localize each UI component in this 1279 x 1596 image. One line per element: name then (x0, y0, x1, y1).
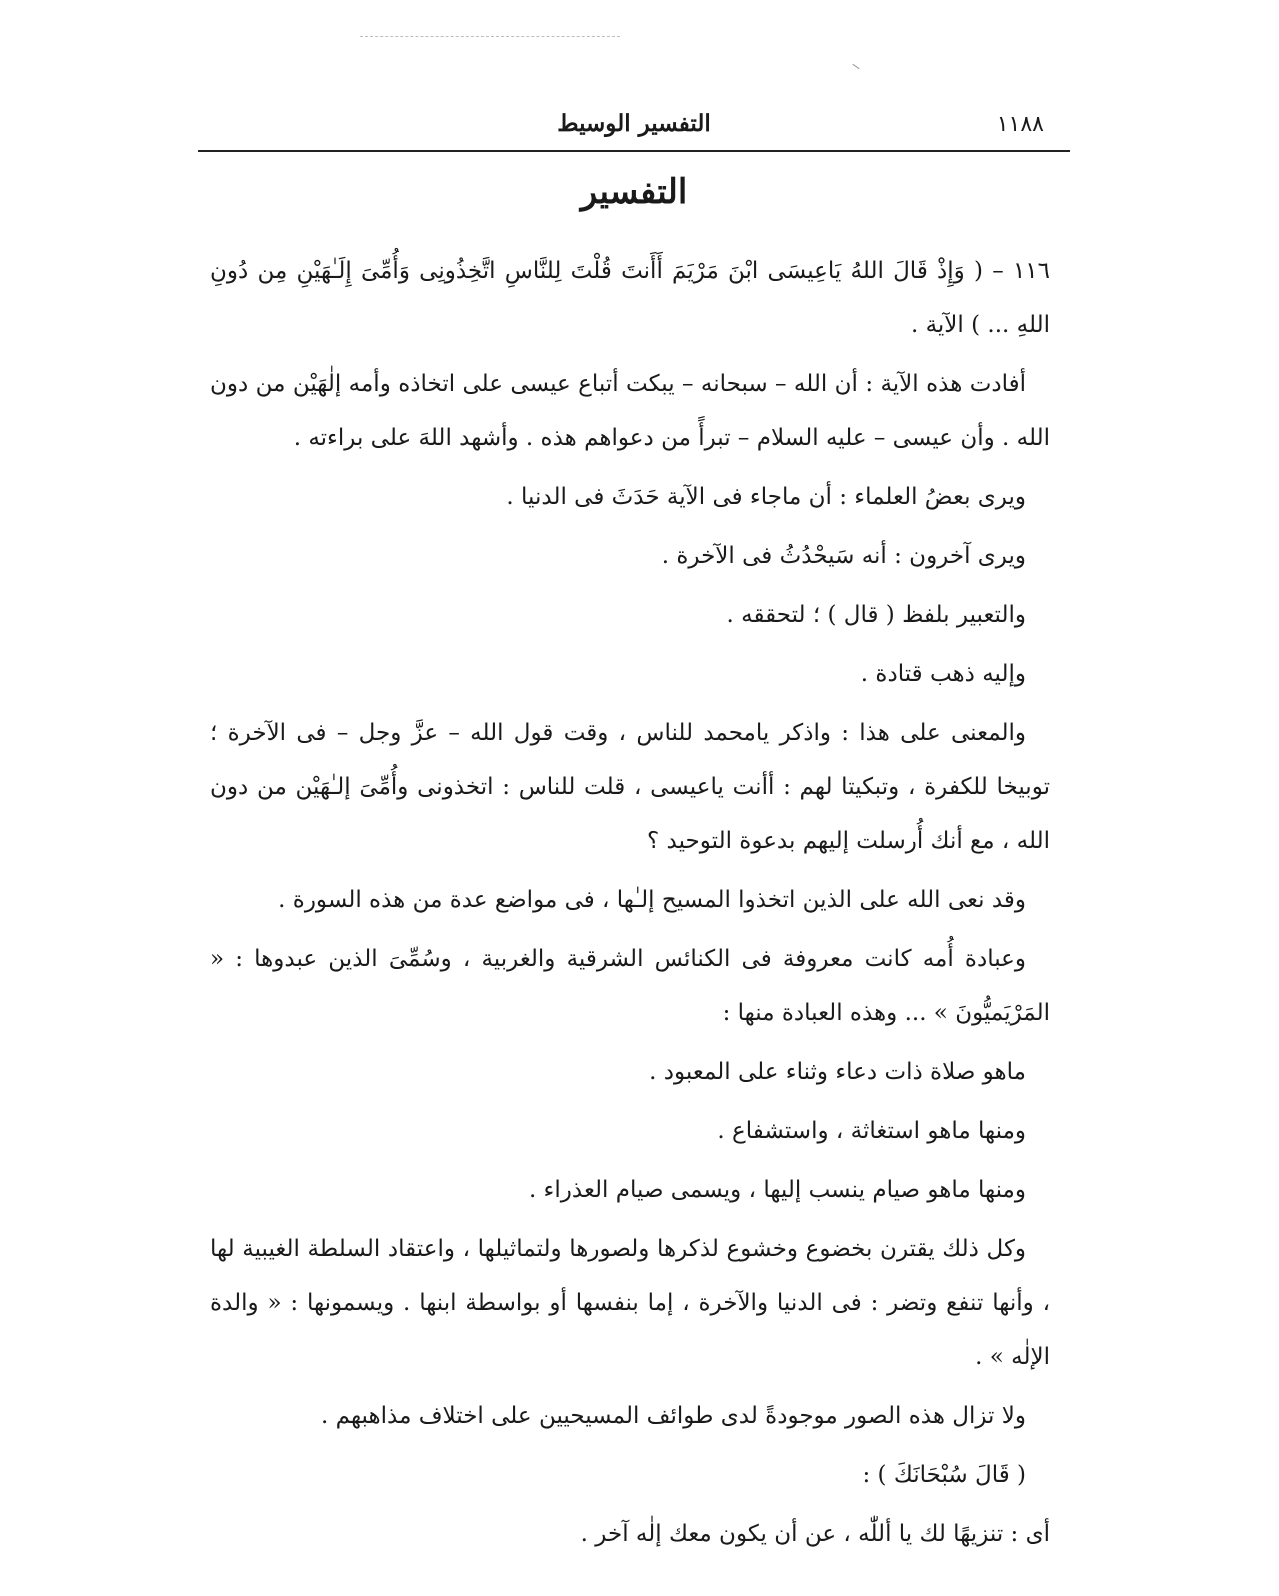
paragraph: والمعنى على هذا : واذكر يامحمد للناس ، وقت قول الله – عزَّ وجل – فى الآخرة ؛ توبيخا للكفرة ، وتبكيتا لهم : أأنت ياعيسى ، قلت للناس : اتخذونى وأُمِّىَ إلـٰهَيْن من دون الله ، مع أنك أُرسلت إليهم بدعوة التوحيد ؟ (210, 720, 1050, 854)
paragraph: وإليه ذهب قتادة . (860, 661, 1026, 687)
paragraph: ومنها ماهو استغاثة ، واستشفاع . (717, 1118, 1026, 1144)
section-title: التفسير (580, 172, 688, 212)
verse-heading: ( قَالَ سُبْحَانَكَ ) : (862, 1462, 1026, 1488)
page-number: ١١٨٨ (996, 112, 1044, 137)
running-title: التفسير الوسيط (557, 110, 711, 137)
paragraph: أى : تنزيهًا لك يا أللّٰه ، عن أن يكون معك إلٰه آخر . (580, 1521, 1050, 1547)
paragraph: أفادت هذه الآية : أن الله – سبحانه – يبكت أتباع عيسى على اتخاذه وأمه إلٰهَيْن من دون الله . وأن عيسى – عليه السلام – تبرأً من دعواهم هذه . وأشهد اللهَ على براءته . (210, 371, 1050, 451)
scan-artifact-mark (852, 64, 859, 69)
paragraph: ولا تزال هذه الصور موجودةً لدى طوائف المسيحيين على اختلاف مذاهبهم . (321, 1403, 1026, 1429)
paragraph: وكل ذلك يقترن بخضوع وخشوع لذكرها ولصورها ولتماثيلها ، واعتقاد السلطة الغيبية لها ، وأنها تنفع وتضر : فى الدنيا والآخرة ، إما بنفسها أو بواسطة ابنها . ويسمونها : « والدة الإلٰه » . (210, 1236, 1050, 1370)
paragraph: ويرى آخرون : أنه سَيحْدُثُ فى الآخرة . (661, 543, 1026, 569)
paragraph: وقد نعى الله على الذين اتخذوا المسيح إلـٰها ، فى مواضع عدة من هذه السورة . (278, 887, 1026, 913)
paragraph: وعبادة أُمه كانت معروفة فى الكنائس الشرقية والغربية ، وسُمِّىَ الذين عبدوها : « المَرْيَميُّونَ » ... وهذه العبادة منها : (210, 946, 1050, 1026)
scan-artifact-line (360, 36, 620, 38)
verse-paragraph: ١١٦ – ( وَإِذْ قَالَ اللهُ يَاعِيسَى ابْنَ مَرْيَمَ أَأَنتَ قُلْتَ لِلنَّاسِ اتَّخِذُونِى وَأُمِّىَ إِلَـٰهَيْنِ مِن دُونِ اللهِ ... ) الآية . (210, 258, 1050, 338)
paragraph: والتعبير بلفظ ( قال ) ؛ لتحققه . (726, 602, 1026, 628)
page-header (198, 108, 1070, 152)
paragraph: ومنها ماهو صيام ينسب إليها ، ويسمى صيام العذراء . (528, 1177, 1026, 1203)
body-text (210, 244, 1050, 1566)
paragraph: ويرى بعضُ العلماء : أن ماجاء فى الآية حَدَثَ فى الدنيا . (506, 484, 1026, 510)
paragraph: ماهو صلاة ذات دعاء وثناء على المعبود . (649, 1059, 1026, 1085)
